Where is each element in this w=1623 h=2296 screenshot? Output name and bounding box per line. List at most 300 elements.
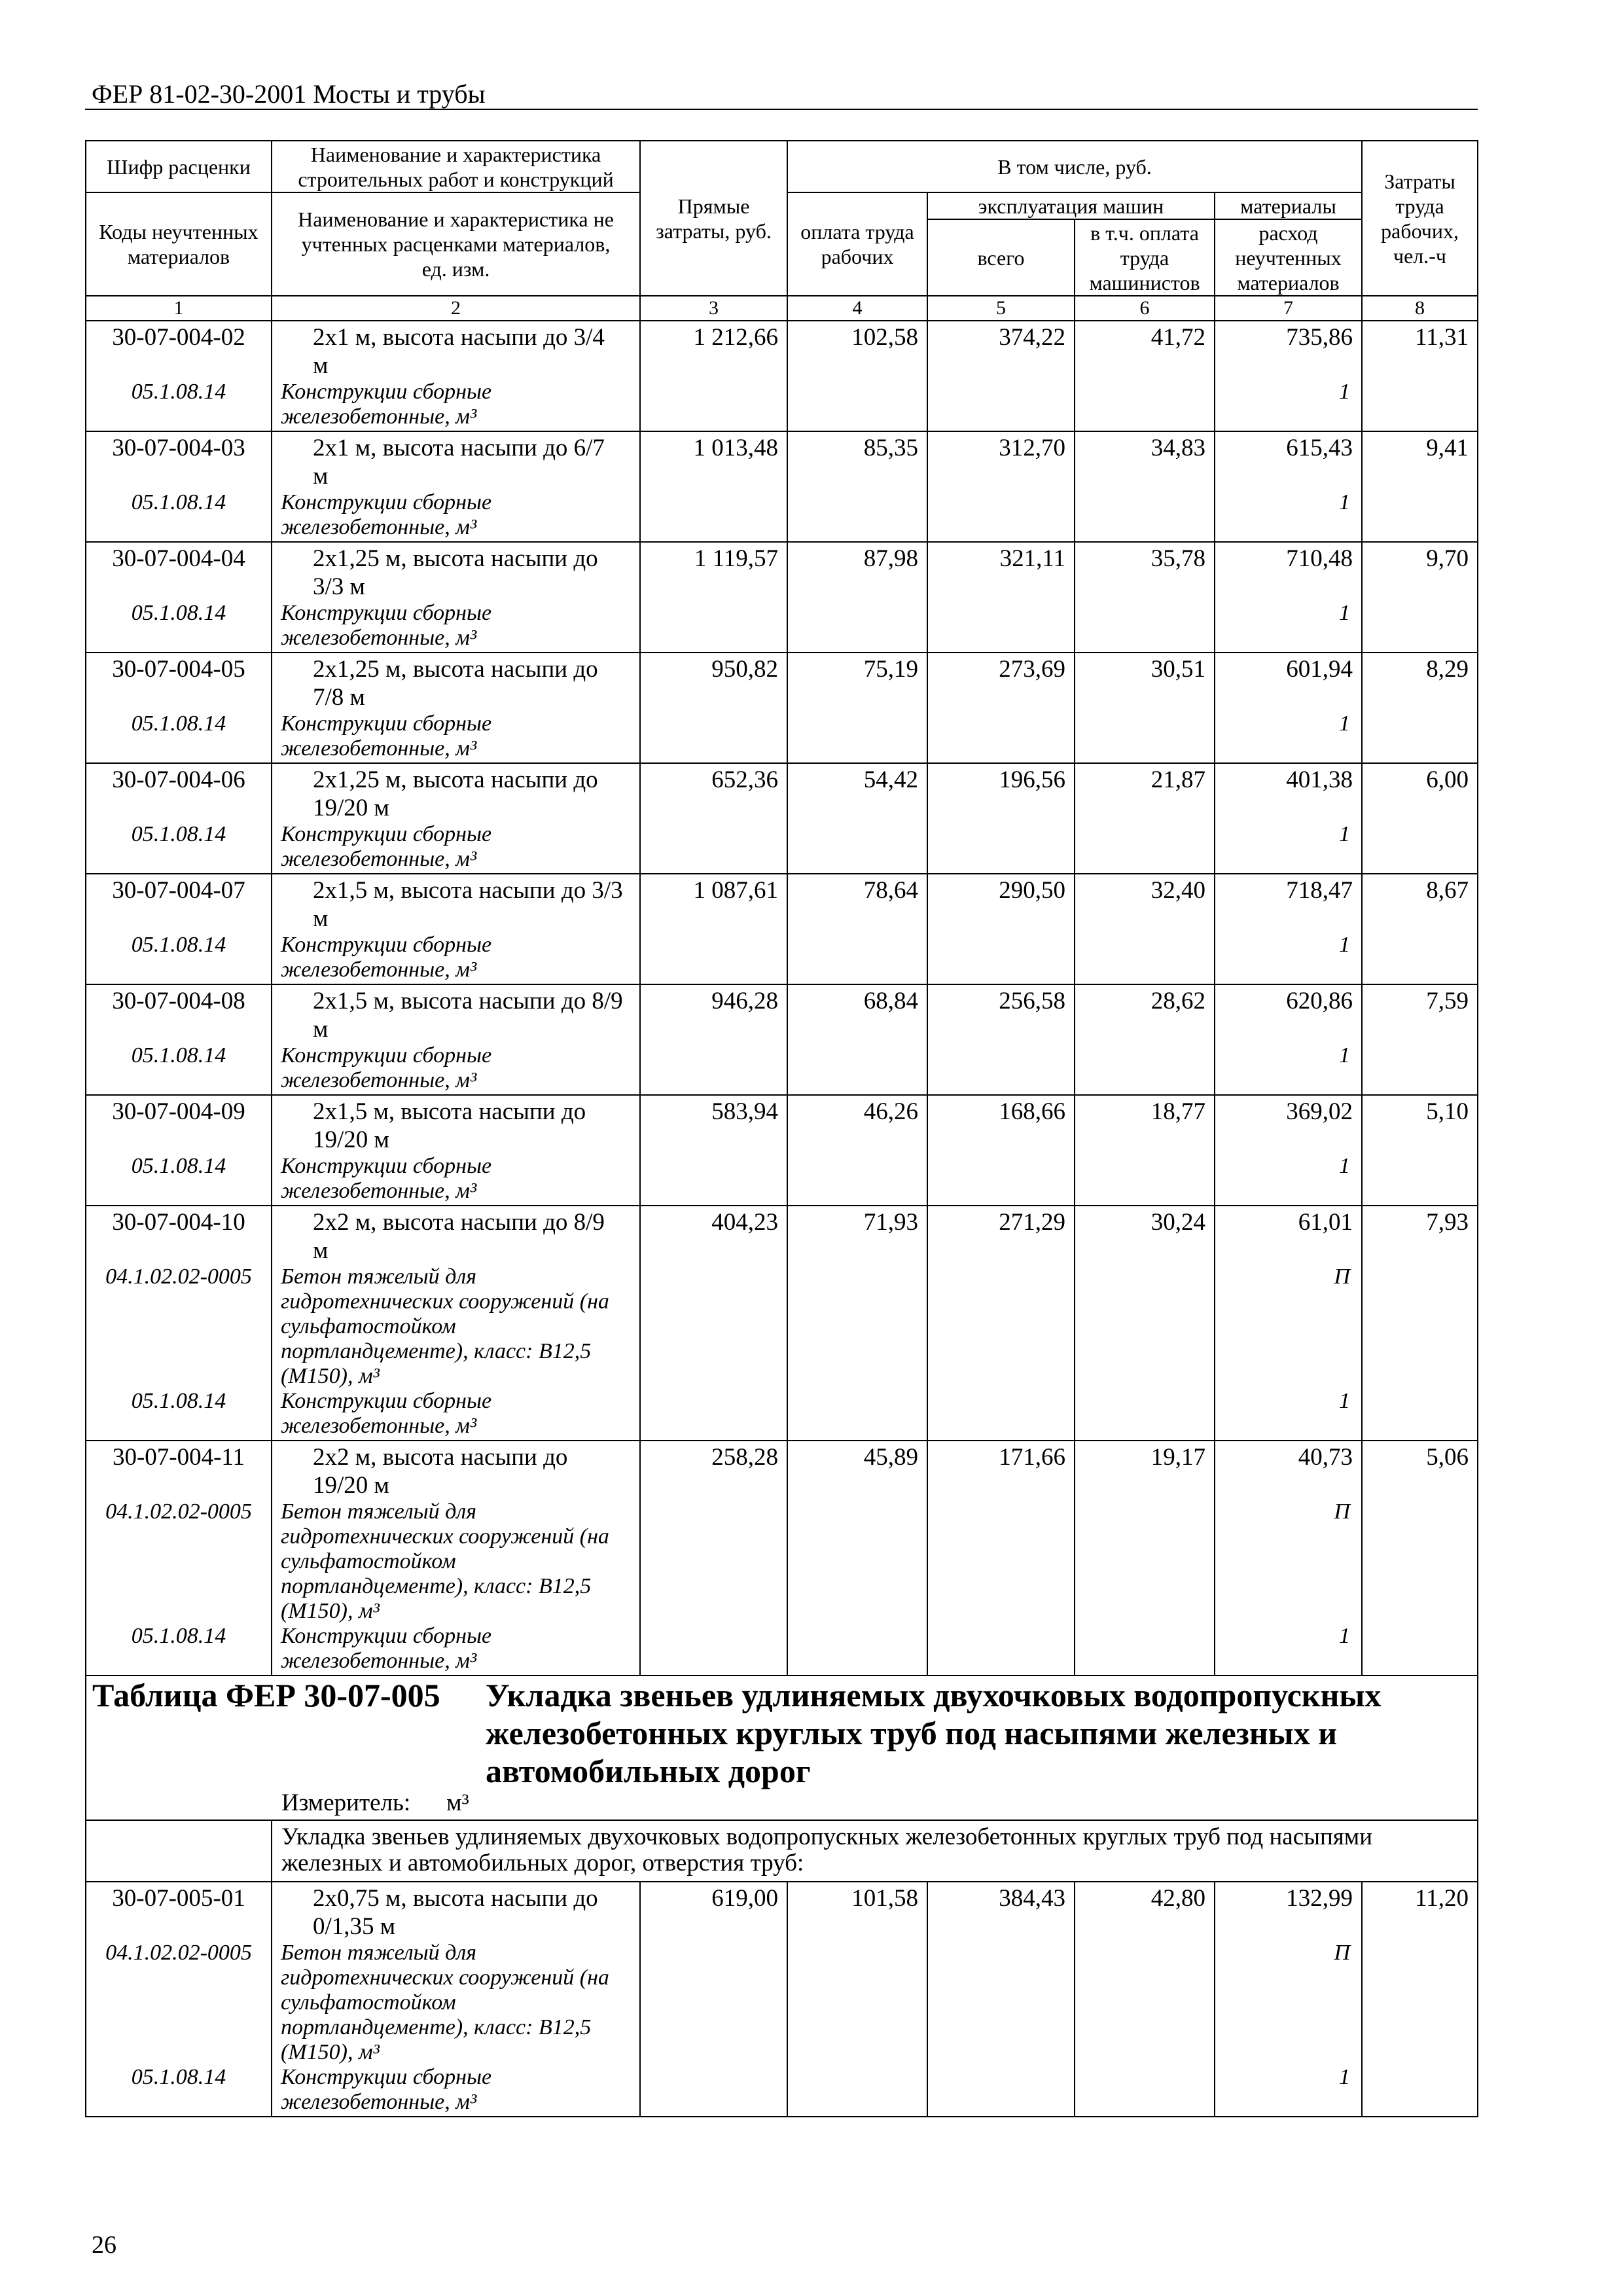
- machines-total-cell: [927, 653, 1075, 711]
- rate-code-cell: [86, 984, 272, 1043]
- machines-total-cell: [927, 1206, 1075, 1265]
- machines-total-cell: [927, 1882, 1075, 1941]
- workers-pay-cell: [787, 763, 927, 822]
- materials-cost-cell: [1215, 1206, 1362, 1265]
- direct-costs-value: 950,82: [711, 656, 778, 683]
- material-name-cell: [272, 1154, 640, 1206]
- labor-hours-cell: [1362, 1441, 1478, 1499]
- direct-costs-cell: [640, 321, 787, 380]
- machines-total-value: 312,70: [999, 435, 1065, 461]
- direct-costs-cell: [640, 984, 787, 1043]
- empty-cell: [927, 1043, 1075, 1095]
- material-qty-cell: [1215, 1624, 1362, 1676]
- unaccounted-material-row: [86, 1389, 1478, 1441]
- material-name-line: Конструкции сборные: [281, 822, 492, 846]
- workers-pay-cell: [787, 1095, 927, 1154]
- empty-cell: [1075, 933, 1215, 984]
- materials-cost-value: 132,99: [1286, 1885, 1353, 1912]
- rate-code-cell: [86, 1882, 272, 1941]
- material-name-line: Бетон тяжелый для: [281, 1941, 476, 1965]
- material-name-line: железобетонные, м³: [281, 1414, 477, 1438]
- header-direct-costs: [640, 141, 787, 296]
- column-number: 6: [1075, 296, 1215, 321]
- header-text: учтенных расценками материалов,: [301, 232, 611, 256]
- rate-row: [86, 431, 1478, 490]
- material-qty-cell: [1215, 601, 1362, 653]
- labor-hours-value: 5,10: [1426, 1098, 1469, 1125]
- rate-row: [86, 653, 1478, 711]
- empty-cell: [1075, 822, 1215, 874]
- material-code: 05.1.08.14: [131, 601, 226, 625]
- machines-total-value: 321,11: [999, 545, 1065, 572]
- unaccounted-material-row: [86, 490, 1478, 542]
- header-rule: [85, 109, 1478, 110]
- labor-hours-value: 7,59: [1426, 988, 1469, 1014]
- material-qty-cell: [1215, 711, 1362, 763]
- direct-costs-value: 1 013,48: [693, 435, 778, 461]
- unaccounted-material-row: [86, 1154, 1478, 1206]
- workers-pay-cell: [787, 542, 927, 601]
- rate-code-cell: [86, 874, 272, 933]
- materials-cost-cell: [1215, 1882, 1362, 1941]
- table-title: [486, 1676, 1381, 1790]
- header-text: всего: [977, 245, 1025, 270]
- header-text: рабочих,: [1381, 219, 1459, 243]
- material-code: 05.1.08.14: [131, 1154, 226, 1178]
- labor-hours-value: 11,31: [1415, 324, 1469, 351]
- empty-cell: [640, 1499, 787, 1624]
- machinists-pay-value: 32,40: [1150, 877, 1205, 904]
- table-heading-row: [86, 1676, 1478, 1820]
- work-name-cell: [272, 874, 640, 933]
- rate-code-cell: [86, 653, 272, 711]
- unaccounted-material-row: [86, 1941, 1478, 2065]
- column-number: 7: [1215, 296, 1362, 321]
- empty-cell: [1075, 1624, 1215, 1676]
- empty-cell: [787, 1499, 927, 1624]
- work-name-line: 19/20 м: [313, 1472, 389, 1499]
- material-name-cell: [272, 1941, 640, 2065]
- empty-cell: [787, 2065, 927, 2117]
- materials-cost-cell: [1215, 321, 1362, 380]
- rate-row: [86, 1441, 1478, 1499]
- material-qty: 1: [1339, 490, 1351, 514]
- work-name-line: 0/1,35 м: [313, 1913, 396, 1940]
- material-name-cell: [272, 490, 640, 542]
- header-materials-cost: [1215, 219, 1362, 296]
- material-name-line: железобетонные, м³: [281, 2090, 477, 2114]
- material-name-line: сульфатостойком: [281, 1314, 456, 1338]
- rate-row: [86, 1882, 1478, 1941]
- rate-row: [86, 874, 1478, 933]
- material-qty-cell: [1215, 2065, 1362, 2117]
- rate-code: 30-07-004-06: [112, 766, 245, 793]
- material-name-line: (М150), м³: [281, 1364, 380, 1388]
- header-machines-total: [927, 219, 1075, 296]
- empty-cell: [1362, 1941, 1478, 2065]
- empty-cell: [1075, 1043, 1215, 1095]
- material-name-line: Конструкции сборные: [281, 1624, 492, 1648]
- material-qty-cell: [1215, 1499, 1362, 1624]
- material-name-line: железобетонные, м³: [281, 847, 477, 871]
- workers-pay-value: 45,89: [863, 1444, 918, 1471]
- material-qty-cell: [1215, 933, 1362, 984]
- workers-pay-value: 87,98: [863, 545, 918, 572]
- column-number: 8: [1362, 296, 1478, 321]
- header-text: расход: [1258, 221, 1318, 245]
- direct-costs-value: 583,94: [711, 1098, 778, 1125]
- materials-cost-value: 620,86: [1286, 988, 1353, 1014]
- workers-pay-cell: [787, 1206, 927, 1265]
- empty-cell: [787, 601, 927, 653]
- empty-cell: [1362, 1389, 1478, 1441]
- empty-cell: [927, 822, 1075, 874]
- column-number: 1: [86, 296, 272, 321]
- header-text: эксплуатация машин: [978, 194, 1164, 218]
- material-name-cell: [272, 1499, 640, 1624]
- material-name-line: Конструкции сборные: [281, 711, 492, 736]
- work-name-line: м: [313, 1016, 329, 1043]
- material-code: 05.1.08.14: [131, 711, 226, 736]
- empty-cell: [1075, 1389, 1215, 1441]
- machines-total-cell: [927, 763, 1075, 822]
- empty-cell: [787, 1265, 927, 1389]
- rate-code-cell: [86, 1095, 272, 1154]
- unaccounted-material-row: [86, 933, 1478, 984]
- direct-costs-cell: [640, 653, 787, 711]
- table-label: Таблица ФЕР 30-07-005: [92, 1677, 440, 1713]
- materials-cost-cell: [1215, 763, 1362, 822]
- header-labor-hours: [1362, 141, 1478, 296]
- empty-cell: [1075, 1154, 1215, 1206]
- material-name-line: железобетонные, м³: [281, 626, 477, 650]
- labor-hours-value: 6,00: [1426, 766, 1469, 793]
- table-title-line: Укладка звеньев удлиняемых двухочковых водопропускных: [486, 1677, 1382, 1713]
- machinists-pay-value: 42,80: [1150, 1885, 1205, 1912]
- material-code: 05.1.08.14: [131, 933, 226, 957]
- machines-total-value: 171,66: [999, 1444, 1065, 1471]
- header-work-name: [272, 141, 640, 192]
- empty-cell: [927, 601, 1075, 653]
- material-qty-cell: [1215, 1389, 1362, 1441]
- empty-cell: [1362, 1499, 1478, 1624]
- material-qty: 1: [1339, 1043, 1351, 1067]
- empty-cell: [927, 711, 1075, 763]
- direct-costs-value: 619,00: [711, 1885, 778, 1912]
- empty-cell: [927, 380, 1075, 431]
- material-code-cell: [86, 2065, 272, 2117]
- material-code-cell: [86, 1499, 272, 1624]
- labor-hours-cell: [1362, 431, 1478, 490]
- material-qty: 1: [1339, 1389, 1351, 1413]
- workers-pay-cell: [787, 431, 927, 490]
- machines-total-cell: [927, 984, 1075, 1043]
- machines-total-cell: [927, 321, 1075, 380]
- header-machines: [927, 192, 1215, 219]
- section-description-row: [86, 1820, 1478, 1882]
- header-text: Затраты: [1384, 169, 1455, 193]
- material-qty: 1: [1339, 933, 1351, 957]
- materials-cost-cell: [1215, 542, 1362, 601]
- workers-pay-value: 71,93: [863, 1209, 918, 1236]
- unaccounted-material-row: [86, 822, 1478, 874]
- empty-cell: [640, 1043, 787, 1095]
- material-qty: 1: [1339, 1154, 1351, 1178]
- empty-cell: [1362, 711, 1478, 763]
- materials-cost-cell: [1215, 1441, 1362, 1499]
- rate-code: 30-07-004-02: [112, 324, 245, 351]
- material-code-cell: [86, 1043, 272, 1095]
- column-number: 2: [272, 296, 640, 321]
- rate-code: 30-07-004-09: [112, 1098, 245, 1125]
- empty-cell: [640, 380, 787, 431]
- direct-costs-cell: [640, 1441, 787, 1499]
- material-qty-cell: [1215, 490, 1362, 542]
- material-name-line: (М150), м³: [281, 1599, 380, 1623]
- empty-cell: [1362, 1154, 1478, 1206]
- rates-table: [85, 140, 1478, 2117]
- materials-cost-value: 601,94: [1286, 656, 1353, 683]
- machinists-pay-value: 34,83: [1150, 435, 1205, 461]
- material-qty-cell: [1215, 1154, 1362, 1206]
- material-name-cell: [272, 711, 640, 763]
- work-name-cell: [272, 542, 640, 601]
- material-name-line: железобетонные, м³: [281, 736, 477, 761]
- machinists-pay-cell: [1075, 1206, 1215, 1265]
- section-description-line: железных и автомобильных дорог, отверстия труб:: [281, 1850, 804, 1876]
- running-head: ФЕР 81-02-30-2001 Мосты и трубы: [92, 79, 486, 109]
- material-code: 05.1.08.14: [131, 1389, 226, 1413]
- material-name-line: Конструкции сборные: [281, 933, 492, 957]
- materials-cost-cell: [1215, 984, 1362, 1043]
- rate-row: [86, 1095, 1478, 1154]
- direct-costs-value: 1 087,61: [693, 877, 778, 904]
- materials-cost-value: 710,48: [1286, 545, 1353, 572]
- workers-pay-value: 85,35: [863, 435, 918, 461]
- material-code-cell: [86, 1265, 272, 1389]
- material-qty: 1: [1339, 380, 1351, 404]
- unaccounted-material-row: [86, 711, 1478, 763]
- machinists-pay-cell: [1075, 984, 1215, 1043]
- workers-pay-cell: [787, 321, 927, 380]
- header-machinists-pay: [1075, 219, 1215, 296]
- workers-pay-value: 68,84: [863, 988, 918, 1014]
- work-name-cell: [272, 984, 640, 1043]
- material-name-line: (М150), м³: [281, 2040, 380, 2064]
- unaccounted-material-row: [86, 1043, 1478, 1095]
- materials-cost-cell: [1215, 874, 1362, 933]
- unaccounted-material-row: [86, 1265, 1478, 1389]
- material-name-line: гидротехнических сооружений (на: [281, 1965, 609, 1990]
- rate-code-cell: [86, 1441, 272, 1499]
- machinists-pay-value: 30,24: [1150, 1209, 1205, 1236]
- empty-cell: [1075, 1499, 1215, 1624]
- rate-row: [86, 321, 1478, 380]
- labor-hours-cell: [1362, 542, 1478, 601]
- empty-cell: [1362, 933, 1478, 984]
- material-name-line: портландцементе), класс: В12,5: [281, 2015, 592, 2039]
- empty-cell: [640, 1389, 787, 1441]
- empty-cell: [640, 822, 787, 874]
- direct-costs-value: 946,28: [711, 988, 778, 1014]
- header-text: рабочих: [821, 245, 894, 268]
- direct-costs-value: 652,36: [711, 766, 778, 793]
- material-qty-cell: [1215, 822, 1362, 874]
- header-text: Коды неучтенных: [99, 220, 259, 243]
- empty-cell: [787, 822, 927, 874]
- material-code: 04.1.02.02-0005: [105, 1941, 252, 1965]
- machines-total-cell: [927, 1441, 1075, 1499]
- work-name-cell: [272, 1206, 640, 1265]
- workers-pay-value: 102,58: [851, 324, 918, 351]
- material-name-line: железобетонные, м³: [281, 404, 477, 429]
- rate-code-cell: [86, 763, 272, 822]
- header-material-name: [272, 192, 640, 296]
- material-qty: П: [1334, 1499, 1351, 1524]
- rate-code-cell: [86, 542, 272, 601]
- material-code: 05.1.08.14: [131, 822, 226, 846]
- material-qty: 1: [1339, 601, 1351, 625]
- machines-total-value: 384,43: [999, 1885, 1065, 1912]
- empty-cell: [640, 601, 787, 653]
- materials-cost-value: 735,86: [1286, 324, 1353, 351]
- material-name-line: Конструкции сборные: [281, 490, 492, 514]
- material-name-line: гидротехнических сооружений (на: [281, 1524, 609, 1549]
- unaccounted-material-row: [86, 1499, 1478, 1624]
- header-text: В том числе, руб.: [997, 154, 1152, 179]
- work-name-cell: [272, 431, 640, 490]
- header-text: Шифр расценки: [107, 154, 251, 179]
- measure-unit-line: [86, 1790, 1477, 1820]
- machines-total-cell: [927, 1095, 1075, 1154]
- rate-code-cell: [86, 431, 272, 490]
- table-title-line: железобетонных круглых труб под насыпями железных и: [486, 1715, 1338, 1751]
- material-qty: 1: [1339, 711, 1351, 736]
- material-code: 04.1.02.02-0005: [105, 1499, 252, 1524]
- material-code: 04.1.02.02-0005: [105, 1265, 252, 1289]
- empty-cell: [927, 1499, 1075, 1624]
- machinists-pay-cell: [1075, 431, 1215, 490]
- header-text: материалов: [1237, 270, 1340, 295]
- material-qty-cell: [1215, 1043, 1362, 1095]
- empty-cell: [787, 711, 927, 763]
- work-name-line: 19/20 м: [313, 795, 389, 821]
- material-qty: 1: [1339, 822, 1351, 846]
- material-qty: П: [1334, 1941, 1351, 1965]
- empty-cell: [787, 380, 927, 431]
- empty-cell: [640, 1624, 787, 1676]
- unaccounted-material-row: [86, 601, 1478, 653]
- page-number: 26: [92, 2231, 116, 2259]
- material-code: 05.1.08.14: [131, 380, 226, 404]
- materials-cost-cell: [1215, 431, 1362, 490]
- header-rate-code: [86, 141, 272, 192]
- empty-cell: [1075, 490, 1215, 542]
- header-text: чел.-ч: [1393, 243, 1447, 268]
- material-qty: П: [1334, 1265, 1351, 1289]
- material-code-cell: [86, 1624, 272, 1676]
- header-text: Наименование и характеристика: [310, 142, 601, 166]
- material-name-line: Конструкции сборные: [281, 2065, 492, 2089]
- header-text: машинистов: [1089, 270, 1200, 295]
- material-name-line: гидротехнических сооружений (на: [281, 1289, 609, 1314]
- work-name-line: 2x1,25 м, высота насыпи до: [313, 656, 598, 683]
- empty-cell: [1075, 1265, 1215, 1389]
- empty-cell: [787, 1389, 927, 1441]
- machinists-pay-value: 41,72: [1150, 324, 1205, 351]
- measure-unit: м³: [446, 1789, 469, 1816]
- material-code-cell: [86, 1941, 272, 2065]
- work-name-line: 7/8 м: [313, 684, 365, 711]
- header-row: [86, 141, 1478, 192]
- header-text: в т.ч. оплата: [1090, 221, 1199, 245]
- work-name-line: 2x1 м, высота насыпи до 6/7: [313, 435, 605, 461]
- material-name-line: железобетонные, м³: [281, 515, 477, 539]
- machines-total-value: 290,50: [999, 877, 1065, 904]
- machinists-pay-value: 19,17: [1150, 1444, 1205, 1471]
- rate-code-cell: [86, 321, 272, 380]
- work-name-line: 19/20 м: [313, 1126, 389, 1153]
- machinists-pay-value: 21,87: [1150, 766, 1205, 793]
- empty-cell: [787, 1941, 927, 2065]
- labor-hours-cell: [1362, 653, 1478, 711]
- header-text: оплата труда: [800, 220, 914, 243]
- work-name-line: 2x1 м, высота насыпи до 3/4: [313, 324, 605, 351]
- workers-pay-value: 101,58: [851, 1885, 918, 1912]
- rate-code: 30-07-005-01: [112, 1885, 245, 1912]
- machinists-pay-cell: [1075, 653, 1215, 711]
- machinists-pay-cell: [1075, 763, 1215, 822]
- table-header: [86, 141, 1478, 321]
- unaccounted-material-row: [86, 380, 1478, 431]
- empty-cell: [1075, 601, 1215, 653]
- direct-costs-cell: [640, 874, 787, 933]
- empty-cell: [1075, 711, 1215, 763]
- direct-costs-cell: [640, 1095, 787, 1154]
- header-materials: [1215, 192, 1362, 219]
- machines-total-value: 196,56: [999, 766, 1065, 793]
- direct-costs-cell: [640, 431, 787, 490]
- empty-cell: [927, 1389, 1075, 1441]
- material-qty: 1: [1339, 2065, 1351, 2089]
- column-number: 4: [787, 296, 927, 321]
- material-name-line: портландцементе), класс: В12,5: [281, 1339, 592, 1363]
- material-name-line: Бетон тяжелый для: [281, 1499, 476, 1524]
- column-number: 3: [640, 296, 787, 321]
- material-qty: 1: [1339, 1624, 1351, 1648]
- direct-costs-value: 404,23: [711, 1209, 778, 1236]
- labor-hours-cell: [1362, 1206, 1478, 1265]
- empty-cell: [1362, 601, 1478, 653]
- work-name-line: м: [313, 463, 329, 490]
- header-workers-pay: [787, 192, 927, 296]
- empty-cell: [927, 1624, 1075, 1676]
- labor-hours-value: 9,70: [1426, 545, 1469, 572]
- direct-costs-cell: [640, 763, 787, 822]
- material-code-cell: [86, 490, 272, 542]
- empty-cell: [927, 1154, 1075, 1206]
- work-name-line: 2x1,25 м, высота насыпи до: [313, 766, 598, 793]
- empty-cell: [787, 1043, 927, 1095]
- workers-pay-cell: [787, 1882, 927, 1941]
- rate-row: [86, 1206, 1478, 1265]
- labor-hours-value: 8,67: [1426, 877, 1469, 904]
- unaccounted-material-row: [86, 1624, 1478, 1676]
- empty-cell: [1362, 1624, 1478, 1676]
- material-code: 05.1.08.14: [131, 490, 226, 514]
- empty-cell: [1075, 1941, 1215, 2065]
- material-name-cell: [272, 822, 640, 874]
